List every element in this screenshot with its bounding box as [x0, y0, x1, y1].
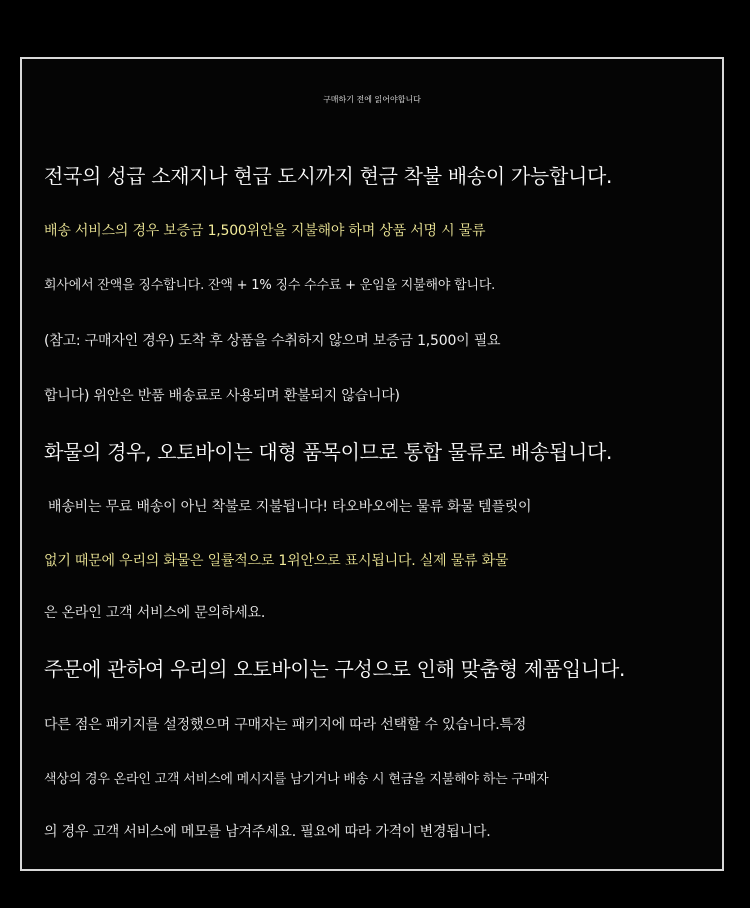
section3-heading: 주문에 관하여 우리의 오토바이는 구성으로 인해 맞춤형 제품입니다. [44, 657, 626, 681]
section1-line-3: (참고: 구매자인 경우) 도착 후 상품을 수취하지 않으며 보증금 1,500이 필요 [44, 333, 501, 349]
section2-line-2: 없기 때문에 우리의 화물은 일률적으로 1위안으로 표시됩니다. 실제 물류 화물 [44, 553, 509, 569]
notice-frame [20, 57, 724, 871]
section1-heading: 전국의 성급 소재지나 현급 도시까지 현금 착불 배송이 가능합니다. [44, 164, 613, 188]
section1-line-1: 배송 서비스의 경우 보증금 1,500위안을 지불해야 하며 상품 서명 시 물류 [44, 223, 486, 239]
section3-line-1: 다른 점은 패키지를 설정했으며 구매자는 패키지에 따라 선택할 수 있습니다.특정 [44, 717, 527, 733]
section1-line-2: 회사에서 잔액을 징수합니다. 잔액 + 1% 징수 수수료 + 운임을 지불해야 합니다. [44, 278, 496, 293]
section2-line-1: 배송비는 무료 배송이 아닌 착불로 지불됩니다! 타오바오에는 물류 화물 템플릿이 [48, 499, 532, 515]
section3-line-3: 의 경우 고객 서비스에 메모를 남겨주세요. 필요에 따라 가격이 변경됩니다. [44, 824, 491, 840]
section1-line-4: 합니다) 위안은 반품 배송료로 사용되며 환불되지 않습니다) [44, 388, 400, 404]
section2-heading: 화물의 경우, 오토바이는 대형 품목이므로 통합 물류로 배송됩니다. [44, 440, 613, 464]
section2-line-3: 은 온라인 고객 서비스에 문의하세요. [44, 605, 266, 621]
section3-line-2: 색상의 경우 온라인 고객 서비스에 메시지를 남기거나 배송 시 현금을 지불해야 하는 구매자 [44, 772, 549, 787]
notice-title: 구매하기 전에 읽어야합니다 [323, 95, 421, 104]
